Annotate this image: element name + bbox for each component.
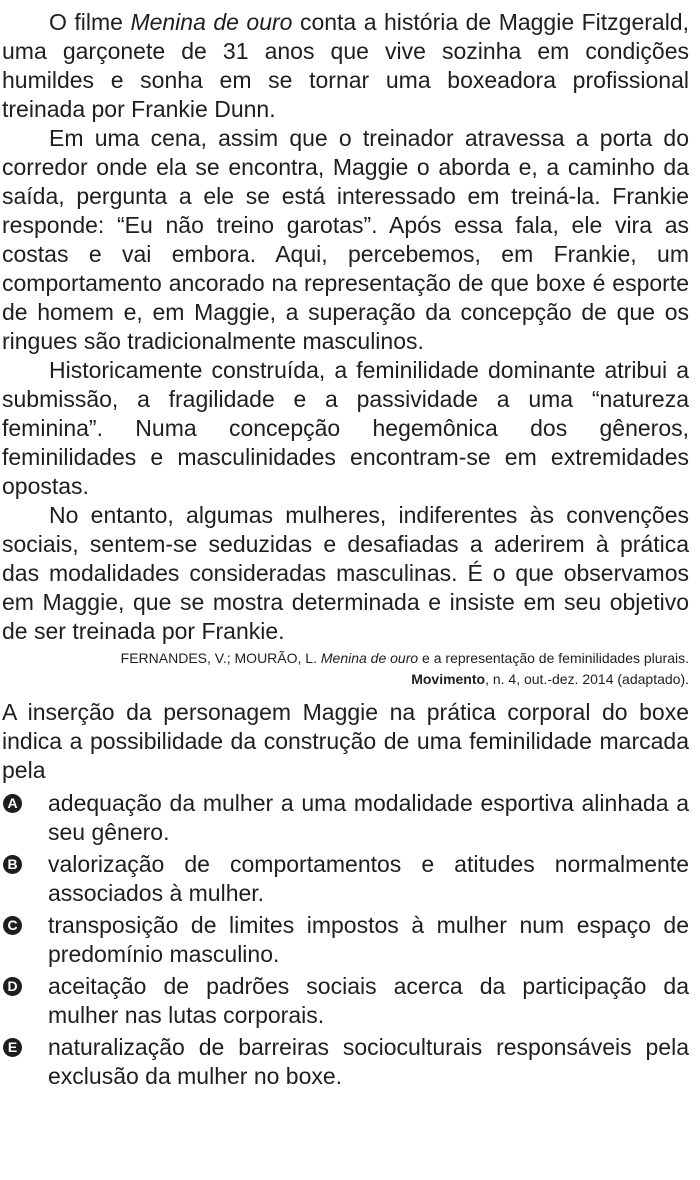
passage-paragraph-3: Historicamente construída, a feminilidade dominante atribui a submissão, a fragilidade e a passividade a uma “natureza feminina”. Numa concepção hegemônica dos gêneros, feminilidades e masculinidades encontram-se em extremidades opostas. xyxy=(2,357,689,499)
option-letter-badge: C xyxy=(3,916,22,935)
option-b[interactable] xyxy=(2,850,689,908)
option-letter-badge: E xyxy=(3,1038,22,1057)
option-text: valorização de comportamentos e atitudes normalmente associados à mulher. xyxy=(48,851,689,906)
option-text: adequação da mulher a uma modalidade esportiva alinhada a seu gênero. xyxy=(48,790,689,845)
option-letter-badge: B xyxy=(3,855,22,874)
passage-paragraph-1 xyxy=(2,8,689,124)
citation-details: , n. 4, out.-dez. 2014 (adaptado). xyxy=(485,671,689,687)
passage-paragraph-4: No entanto, algumas mulheres, indiferentes às convenções sociais, sentem-se seduzidas e desafiadas a aderirem à prática das modalidades consideradas masculinas. É o que observamos em Maggie, que se mostra determinada e insiste em seu objetivo de ser treinada por Frankie. xyxy=(2,502,689,644)
passage xyxy=(2,8,689,646)
option-text: naturalização de barreiras socioculturais responsáveis pela exclusão da mulher no boxe. xyxy=(48,1034,689,1089)
answer-options xyxy=(2,789,689,1091)
source-citation xyxy=(2,648,689,690)
option-e[interactable] xyxy=(2,1033,689,1091)
passage-text: O filme xyxy=(49,9,131,35)
option-d[interactable] xyxy=(2,972,689,1030)
citation-authors: FERNANDES, V.; MOURÃO, L. xyxy=(120,650,321,666)
option-text: transposição de limites impostos à mulher num espaço de predomínio masculino. xyxy=(48,912,689,967)
question-stem: A inserção da personagem Maggie na prática corporal do boxe indica a possibilidade da construção de uma feminilidade marcada pela xyxy=(2,699,689,783)
option-a[interactable] xyxy=(2,789,689,847)
citation-work-rest: e a representação de feminilidades plurais. xyxy=(418,650,689,666)
citation-work-title: Menina de ouro xyxy=(320,650,419,666)
citation-journal: Movimento xyxy=(411,671,486,687)
film-title: Menina de ouro xyxy=(130,9,293,35)
passage-paragraph-2: Em uma cena, assim que o treinador atravessa a porta do corredor onde ela se encontra, Maggie o aborda e, a caminho da saída, pergunta a ele se está interessado em treiná-la. Frankie responde: “Eu não treino garotas”. Após essa fala, ele vira as costas e vai embora. Aqui, percebemos, em Frankie, um comportamento ancorado na representação de que boxe é esporte de homem e, em Maggie, a superação da concepção de que os ringues são tradicionalmente masculinos. xyxy=(2,125,689,354)
option-c[interactable] xyxy=(2,911,689,969)
option-letter-badge: A xyxy=(3,794,22,813)
option-text: aceitação de padrões sociais acerca da participação da mulher nas lutas corporais. xyxy=(48,973,689,1028)
passage-text: conta a história de Maggie Fitzgerald, uma garçonete de 31 anos que vive sozinha em condições humildes e sonha em se tornar uma boxeadora profissional treinada por Frankie Dunn. xyxy=(2,9,689,122)
option-letter-badge: D xyxy=(3,977,22,996)
